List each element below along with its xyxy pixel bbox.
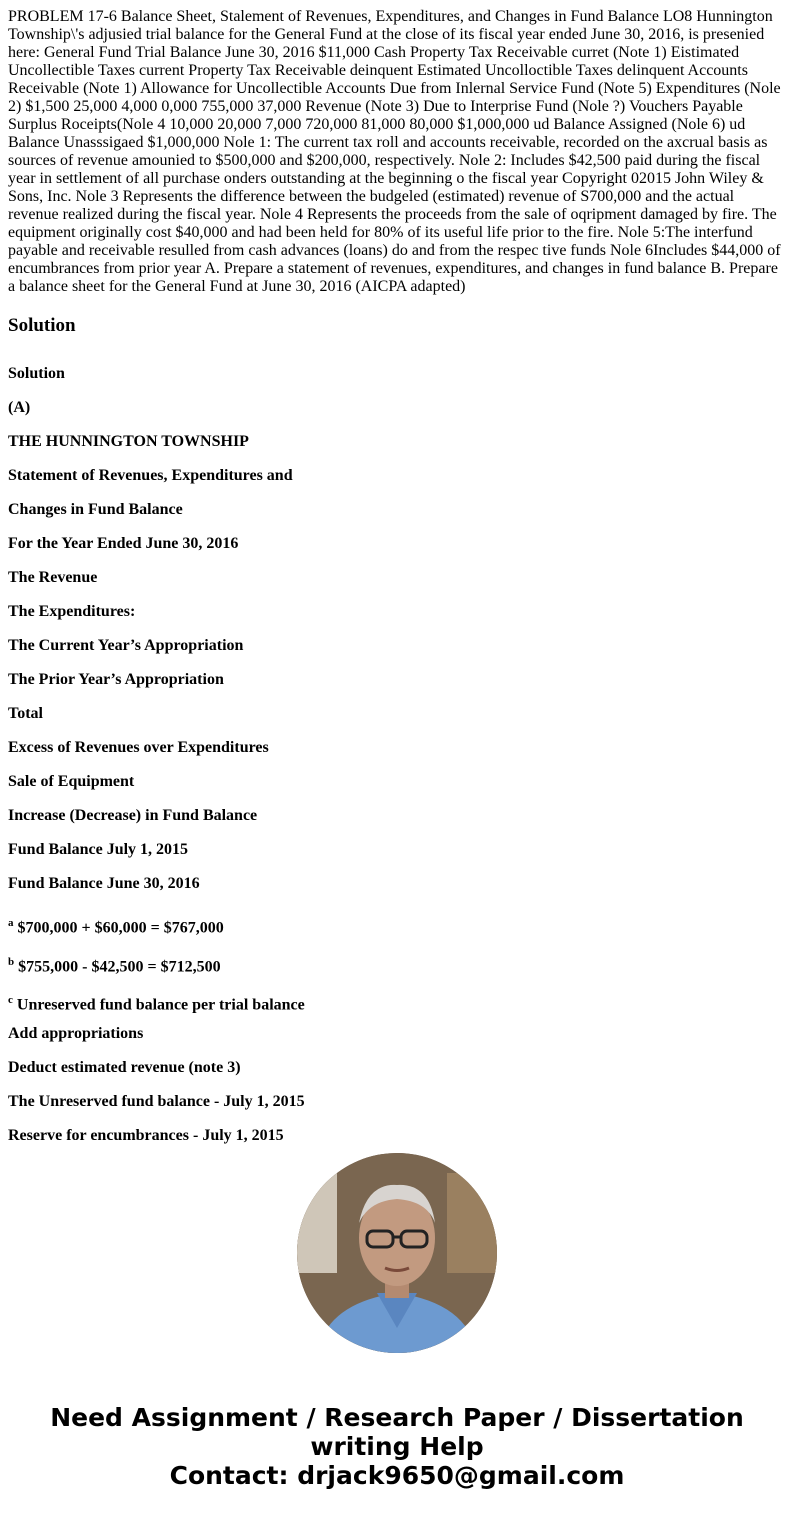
solution-line: Sale of Equipment: [8, 773, 135, 790]
footnote: [8, 893, 786, 937]
footer-banner: [0, 1403, 794, 1490]
solution-line: The Revenue: [8, 569, 98, 586]
solution-line: Deduct estimated revenue (note 3): [8, 1059, 241, 1076]
solution-heading: Solution: [8, 315, 76, 336]
footnote: [8, 971, 786, 1014]
solution-line: Excess of Revenues over Expenditures: [8, 739, 269, 756]
footer-help-text: Need Assignment / Research Paper / Dissertation writing Help: [50, 1403, 744, 1461]
solution-line: THE HUNNINGTON TOWNSHIP: [8, 433, 249, 450]
solution-line: Solution: [8, 365, 65, 382]
solution-line: Fund Balance July 1, 2015: [8, 841, 189, 858]
footnote-text: Unreserved fund balance per trial balance: [12, 996, 305, 1014]
footnote-marker: c: [8, 994, 13, 1006]
solution-line: Reserve for encumbrances - July 1, 2015: [8, 1127, 284, 1144]
solution-line: The Prior Year’s Appropriation: [8, 671, 224, 688]
problem-text: PROBLEM 17-6 Balance Sheet, Stalement of Revenues, Expenditures, and Changes in Fund Balance LO8 Hunnington Township\'s adjusied trial balance for the General Fund at the close of its fiscal year ended June 30, 2016, is presenied here: General Fund Trial Balance June 30, 2016 $11,000 Cash Property Tax Receivable curret (Note 1) Eistimated Uncollectible Taxes current Property Tax Receivable deinquent Estimated Uncolloctible Taxes delinquent Accounts Receivable (Note 1) Allowance for Uncollectible Accounts Due from Inlernal Service Fund (Note 5) Expenditures (Nole 2) $1,500 25,000 4,000 0,000 755,000 37,000 Revenue (Note 3) Due to Interprise Fund (Nole ?) Vouchers Payable Surplus Roceipts(Nole 4 10,000 20,000 7,000 720,000 81,000 80,000 $1,000,000 ud Balance Assigned (Nole 6) ud Balance Unasssigaed $1,000,000 Nole 1: The current tax roll and accounts receivable, recorded on the axcrual basis as sources of revenue amounied to $500,000 and $200,000, respectively. Nole 2: Includes $42,500 paid during the fiscal year in settlement of all purchase onders outstanding at the beginning o the fiscal year Copyright 02015 John Wiley & Sons, Inc. Nole 3 Represents the difference between the budgeled (estimated) revenue of S700,000 and the actual revenue realized during the fiscal year. Nole 4 Represents the proceeds from the sale of oqripment damaged by fire. The equipment originally cost $40,000 and had been held for 80% of its useful life prior to the fire. Nole 5:The interfund payable and receivable resulled from cash advances (loans) do and from the respec tive funds Nole 6Includes $44,000 of encumbrances from prior year A. Prepare a statement of revenues, expenditures, and changes in fund balance B. Prepare a balance sheet for the General Fund at June 30, 2016 (AICPA adapted): [8, 8, 781, 295]
solution-line: The Expenditures:: [8, 603, 136, 620]
solution-line: Total: [8, 705, 43, 722]
solution-line: For the Year Ended June 30, 2016: [8, 535, 239, 552]
solution-line: Statement of Revenues, Expenditures and: [8, 467, 293, 484]
solution-line: The Unreserved fund balance - July 1, 2015: [8, 1093, 305, 1110]
footnote-text: $755,000 - $42,500 = $712,500: [14, 958, 221, 976]
solution-line: The Current Year’s Appropriation: [8, 637, 244, 654]
solution-line: Changes in Fund Balance: [8, 501, 183, 518]
footnote-marker: a: [8, 917, 14, 929]
author-avatar: [297, 1153, 497, 1353]
solution-line: Add appropriations: [8, 1025, 144, 1042]
footnote-text: $700,000 + $60,000 = $767,000: [13, 919, 224, 937]
solution-line: Fund Balance June 30, 2016: [8, 875, 200, 892]
footer-contact: Contact: drjack9650@gmail.com: [169, 1461, 625, 1490]
article-content: [8, 0, 786, 1150]
solution-line: (A): [8, 399, 31, 416]
footnote: [8, 932, 786, 976]
footnote-marker: b: [8, 956, 15, 968]
solution-line: Increase (Decrease) in Fund Balance: [8, 807, 258, 824]
